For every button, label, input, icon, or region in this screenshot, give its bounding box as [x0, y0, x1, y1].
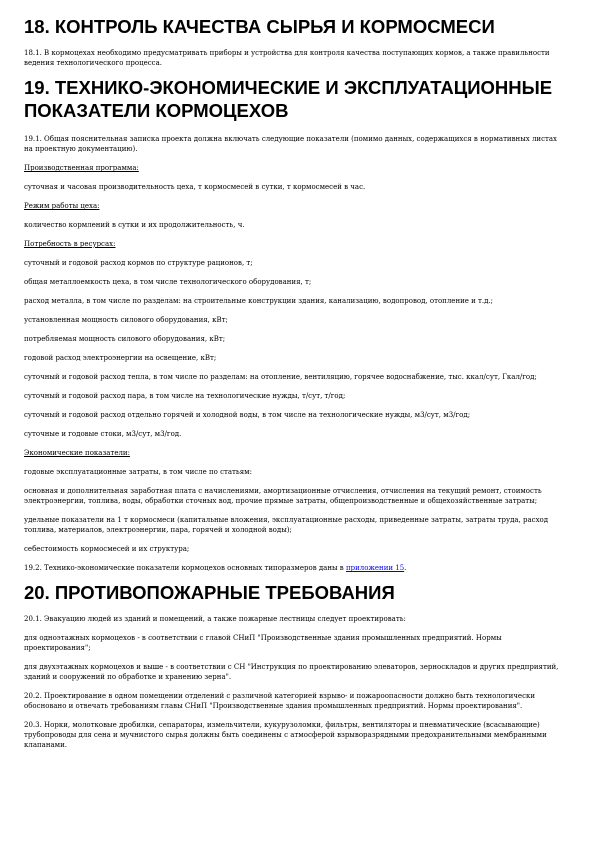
section-20-paragraph-3: для двухэтажных кормоцехов и выше - в соответствии с СН "Инструкция по проектированию элеваторов, зерноскладов и других предприятий, зданий и сооружений по обработке и хранению зерна".	[24, 663, 559, 681]
work-mode-label: Режим работы цеха:	[24, 202, 100, 210]
list-item: суточная и часовая производительность цеха, т кормосмесей в сутки, т кормосмесей в час.	[24, 183, 366, 191]
production-program-label: Производственная программа:	[24, 164, 139, 172]
list-item: суточный и годовой расход пара, в том числе на технологические нужды, т/сут, т/год;	[24, 392, 346, 400]
section-20-paragraph-4: 20.2. Проектирование в одном помещении отделений с различной категорией взрыво- и пожароопасности должно быть технологически обосновано и отвечать требованиям главы СНиП "Производственные здания промышленных предприятий. Нормы проектирования".	[24, 692, 536, 710]
list-item: годовые эксплуатационные затраты, в том числе по статьям:	[24, 468, 252, 476]
list-item: себестоимость кормосмесей и их структура;	[24, 545, 190, 553]
section-20-paragraph-5: 20.3. Норки, молотковые дробилки, сепараторы, измельчители, кукурузоломки, фильтры, вентиляторы и пневматические (всасывающие) трубопроводы для сена и мучнистого сырья должны быть соединены с атмосферой взрыворазрядными предохранительными мембранными клапанами.	[24, 721, 547, 749]
list-item: суточные и годовые стоки, м3/сут, м3/год.	[24, 430, 182, 438]
section-20-heading: 20. ПРОТИВОПОЖАРНЫЕ ТРЕБОВАНИЯ	[24, 582, 395, 603]
section-20-paragraph-1: 20.1. Эвакуацию людей из зданий и помещений, а также пожарные лестницы следует проектировать:	[24, 615, 406, 623]
section-19-heading: 19. ТЕХНИКО-ЭКОНОМИЧЕСКИЕ И ЭКСПЛУАТАЦИОННЫЕ ПОКАЗАТЕЛИ КОРМОЦЕХОВ	[24, 77, 553, 121]
list-item: расход металла, в том числе по разделам: на строительные конструкции здания, канализацию, водопровод, отопление и т.д.;	[24, 297, 494, 305]
list-item: потребляемая мощность силового оборудования, кВт;	[24, 335, 226, 343]
list-item: суточный и годовой расход кормов по структуре рационов, т;	[24, 259, 253, 267]
paragraph-text: .	[404, 564, 407, 572]
section-19-paragraph-1: 19.1. Общая пояснительная записка проекта должна включать следующие показатели (помимо данных, содержащихся в нормативных листах на проектную документацию).	[24, 135, 557, 153]
paragraph-text: 19.2. Технико-экономические показатели кормоцехов основных типоразмеров даны в	[24, 564, 346, 572]
list-item: основная и дополнительная заработная плата с начислениями, амортизационные отчисления, отчисления на текущий ремонт, стоимость электроэнергии, топлива, воды, обработки сточных вод, прочие прямые затраты, общепроизводственные и общехозяйственные затраты;	[24, 487, 542, 505]
appendix-15-link[interactable]: приложении 15	[345, 564, 405, 572]
section-20-paragraph-2: для одноэтажных кормоцехов - в соответствии с главой СНиП "Производственные здания промышленных предприятий. Нормы проектирования";	[24, 634, 502, 652]
economic-indicators-label: Экономические показатели:	[24, 449, 130, 457]
list-item: суточный и годовой расход отдельно горячей и холодной воды, в том числе на технологические нужды, м3/сут, м3/год;	[24, 411, 471, 419]
list-item: суточный и годовой расход тепла, в том числе по разделам: на отопление, вентиляцию, горячее водоснабжение, тыс. ккал/сут, Гкал/год;	[24, 373, 537, 381]
section-19-paragraph-2	[24, 563, 565, 573]
list-item: годовой расход электроэнергии на освещение, кВт;	[24, 354, 217, 362]
resource-needs-label: Потребность в ресурсах:	[24, 240, 116, 248]
list-item: удельные показатели на 1 т кормосмеси (капитальные вложения, эксплуатационные расходы, приведенные затраты, затраты труда, расход топлива, материалов, электроэнергии, пара, горячей и холодной воды);	[24, 516, 549, 534]
list-item: установленная мощность силового оборудования, кВт;	[24, 316, 228, 324]
list-item: общая металлоемкость цеха, в том числе технологического оборудования, т;	[24, 278, 312, 286]
list-item: количество кормлений в сутки и их продолжительность, ч.	[24, 221, 245, 229]
section-18-paragraph-1: 18.1. В кормоцехах необходимо предусматривать приборы и устройства для контроля качества поступающих кормов, а также правильности ведения технологического процесса.	[24, 49, 550, 67]
section-18-heading: 18. КОНТРОЛЬ КАЧЕСТВА СЫРЬЯ И КОРМОСМЕСИ	[24, 16, 495, 37]
